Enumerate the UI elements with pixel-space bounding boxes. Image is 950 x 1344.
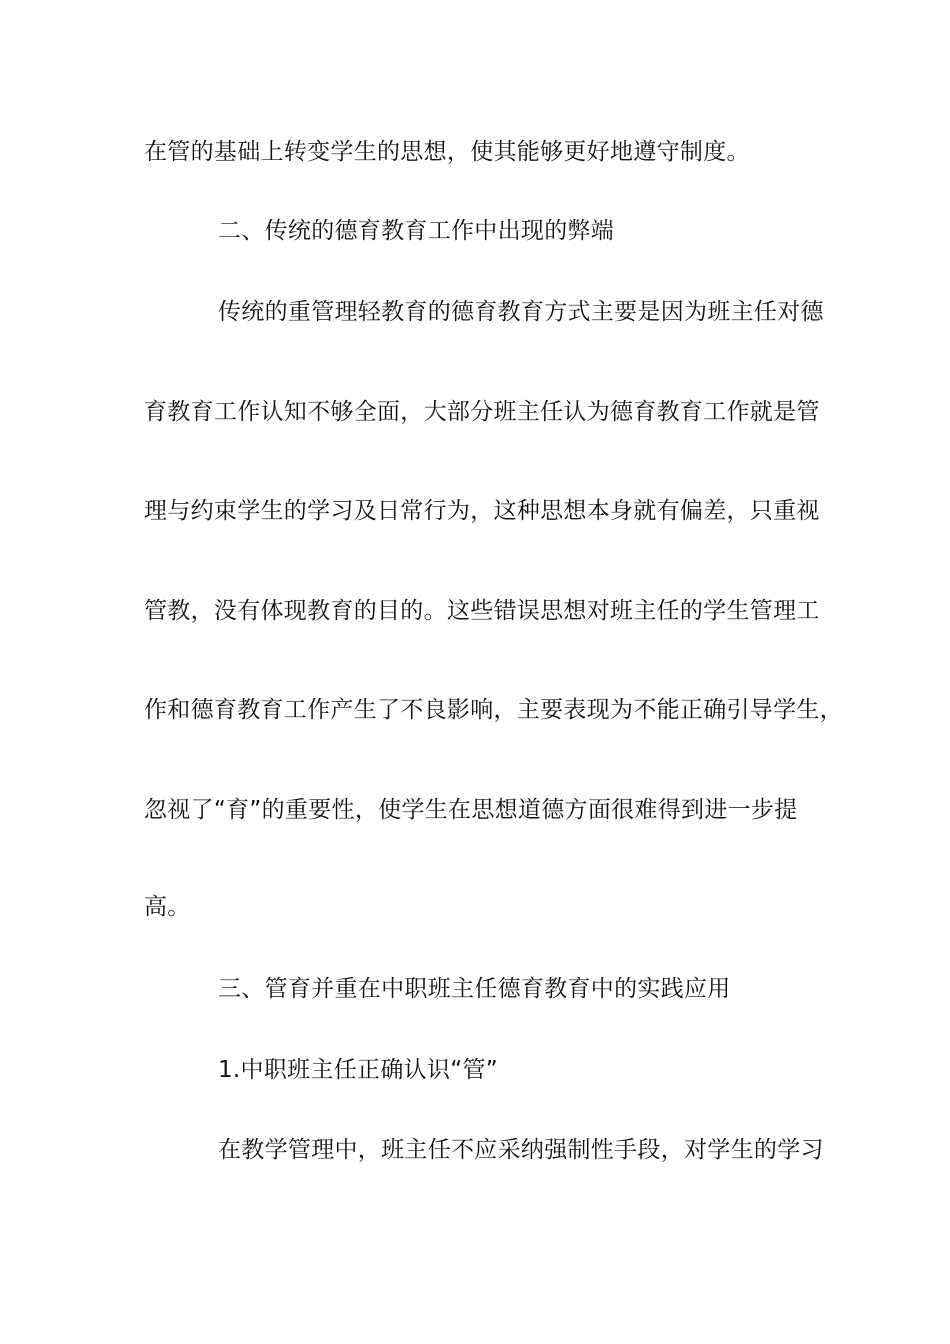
- paragraph-line: 在管的基础上转变学生的思想，使其能够更好地遵守制度。: [144, 139, 750, 165]
- paragraph-line: 作和德育教育工作产生了不良影响，主要表现为不能正确引导学生，: [144, 697, 843, 723]
- paragraph-line: 管教，没有体现教育的目的。这些错误思想对班主任的学生管理工: [144, 598, 820, 624]
- paragraph-line: 高。: [144, 894, 191, 920]
- section-heading: 二、传统的德育教育工作中出现的弊端: [218, 218, 615, 244]
- section-heading: 三、管育并重在中职班主任德育教育中的实践应用: [218, 976, 731, 1002]
- paragraph-line: 传统的重管理轻教育的德育教育方式主要是因为班主任对德: [218, 299, 824, 325]
- paragraph-line: 育教育工作认知不够全面，大部分班主任认为德育教育工作就是管: [144, 399, 820, 425]
- paragraph-line: 忽视了“育”的重要性，使学生在思想道德方面很难得到进一步提: [144, 797, 798, 823]
- paragraph-line: 在教学管理中，班主任不应采纳强制性手段，对学生的学习: [218, 1137, 824, 1163]
- paragraph-line: 理与约束学生的学习及日常行为，这种思想本身就有偏差，只重视: [144, 498, 820, 524]
- subsection-heading: 1.中职班主任正确认识“管”: [218, 1057, 498, 1083]
